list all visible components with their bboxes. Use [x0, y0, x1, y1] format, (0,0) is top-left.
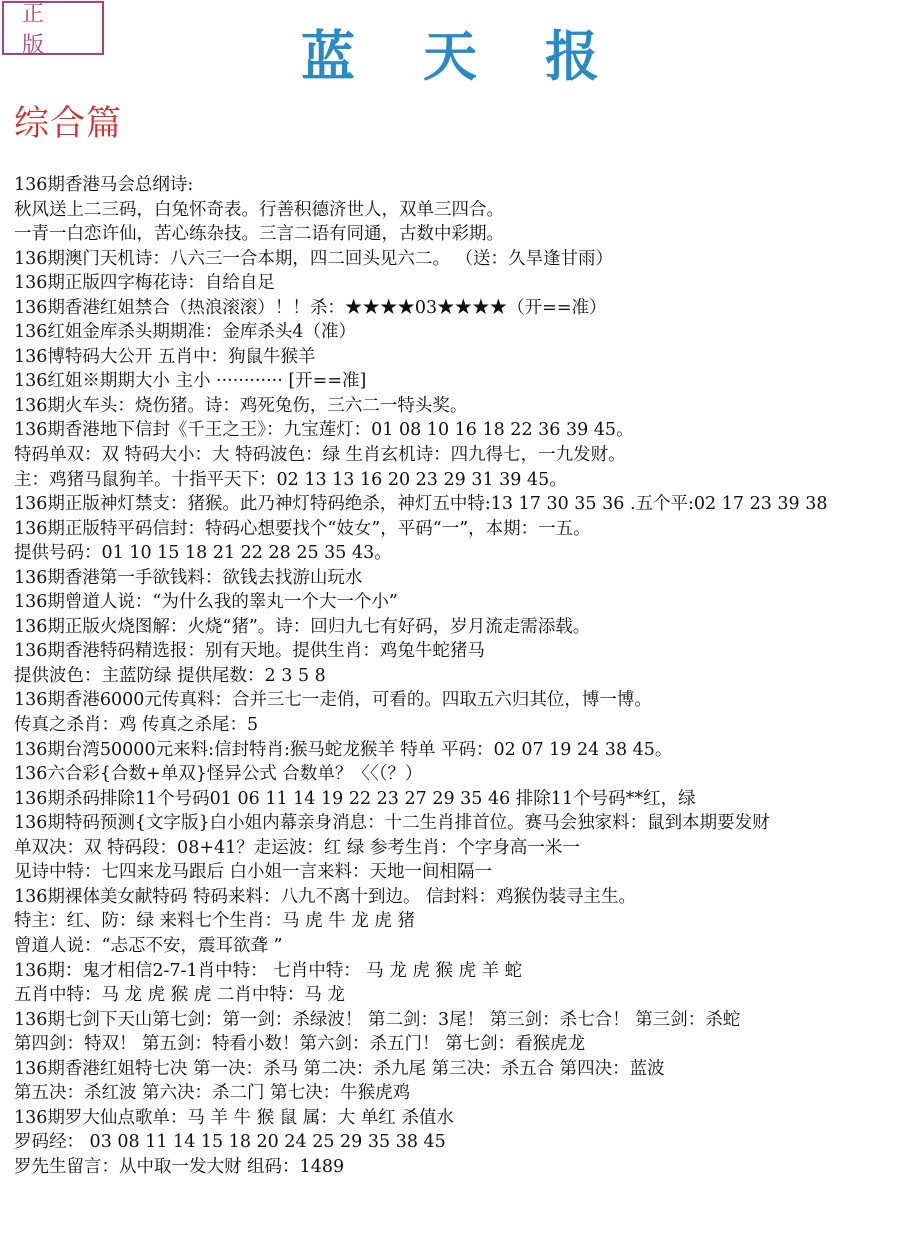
text-line: 136期香港6000元传真料：合并三七一走俏，可看的。四取五六归其位，博一博。	[14, 690, 652, 711]
text-line: 136期七剑下天山第七剑：第一剑：杀绿波！ 第二剑：3尾！ 第三剑：杀七合！ 第三剑：杀蛇	[14, 1009, 741, 1030]
text-line: 第五决：杀红波 第六决：杀二门 第七决：牛猴虎鸡	[14, 1083, 411, 1104]
text-line: 136期香港马会总纲诗:	[14, 175, 194, 195]
text-line: 罗先生留言：从中取一发大财 组码：1489	[14, 1156, 345, 1177]
text-line: 提供波色：主蓝防绿 提供尾数：2 3 5 8	[14, 665, 326, 686]
text-line: 单双决：双 特码段：08+41？走运波：红 绿 参考生肖：个字身高一米一	[14, 837, 580, 858]
text-line: 五肖中特：马 龙 虎 猴 虎 二肖中特：马 龙	[14, 985, 345, 1006]
text-line: 第四剑：特双！ 第五剑：特看小数！第六剑：杀五门！ 第七剑：看猴虎龙	[14, 1034, 586, 1055]
page-title: 蓝天报	[301, 25, 667, 88]
text-line: 136期特码预测{文字版}白小姐内幕亲身消息：十二生肖排首位。赛马会独家料：鼠到本期要发财	[14, 813, 770, 834]
text-line: 特码单双：双 特码大小：大 特码波色：绿 生肖玄机诗：四九得七，一九发财。	[14, 445, 626, 466]
text-line: 136期裸体美女献特码 特码来料：八九不离十到边。 信封料：鸡猴伪装寻主生。	[14, 886, 637, 907]
text-line: 见诗中特：七四来龙马跟后 白小姐一言来料：天地一间相隔一	[14, 862, 493, 883]
text-line: 136期香港红姐禁合（热浪滚滚）！！杀：★★★★03★★★★（开==准）	[14, 297, 607, 318]
text-line: 136期香港第一手欲钱料：欲钱去找游山玩水	[14, 567, 363, 588]
text-line: 136六合彩{合数+单双}怪异公式 合数单？〈〈（？）	[14, 764, 423, 785]
text-line: 136期杀码排除11个号码01 06 11 14 19 22 23 27 29 35 46 排除11个号码**红，绿	[14, 788, 696, 809]
text-line: 136期香港红姐特七决 第一决：杀马 第二决：杀九尾 第三决：杀五合 第四决：蓝波	[14, 1058, 665, 1079]
section-heading: 综合篇	[14, 104, 123, 144]
text-line: 136期香港特码精选报：别有天地。提供生肖：鸡兔牛蛇猪马	[14, 641, 485, 662]
text-line: 提供号码：01 10 15 18 21 22 28 25 35 43。	[14, 543, 392, 564]
text-line: 136期香港地下信封《千王之王》：九宝莲灯：01 08 10 16 18 22 36 39 45。	[14, 420, 634, 441]
text-line: 136期正版神灯禁支：猪猴。此乃神灯特码绝杀，神灯五中特:13 17 30 35 36 .五个平:02 17 23 39 38	[14, 494, 828, 515]
content-body	[14, 173, 900, 1179]
text-line: 136期澳门天机诗：八六三一合本期，四二回头见六二。 （送：久旱逢甘雨）	[14, 248, 613, 269]
text-line: 曾道人说：“忐忑不安，震耳欲聋 ”	[14, 935, 283, 956]
text-line: 136期火车头：烧伤猪。诗：鸡死兔伤，三六二一特头奖。	[14, 395, 468, 416]
text-line: 一青一白恋许仙，苦心练杂技。三言二语有同通，古数中彩期。	[14, 224, 504, 245]
text-line: 136期罗大仙点歌单：马 羊 牛 猴 鼠 属：大 单红 杀值水	[14, 1107, 454, 1128]
text-line: 136期曾道人说：“为什么我的睾丸一个大一个小”	[14, 592, 398, 613]
text-line: 136红姐※期期大小 主小 ············ [开==准]	[14, 371, 367, 392]
text-line: 136期正版四字梅花诗：自给自足	[14, 273, 275, 294]
text-line: 136期：鬼才相信2-7-1肖中特： 七肖中特： 马 龙 虎 猴 虎 羊 蛇	[14, 960, 523, 981]
text-line: 136期正版特平码信封：特码心想要找个“妓女”，平码“一”，本期：一五。	[14, 518, 591, 539]
text-line: 罗码经： 03 08 11 14 15 18 20 24 25 29 35 38 45	[14, 1132, 446, 1153]
text-line: 特主：红、防：绿 来料七个生肖：马 虎 牛 龙 虎 猪	[14, 911, 415, 932]
official-version-badge: 正版	[2, 1, 104, 55]
text-line: 主：鸡猪马鼠狗羊。十指平天下：02 13 13 16 20 23 29 31 39 45。	[14, 469, 567, 490]
text-line: 136期台湾50000元来料:信封特肖:猴马蛇龙猴羊 特单 平码：02 07 19 24 38 45。	[14, 739, 673, 760]
text-line: 传真之杀肖：鸡 传真之杀尾：5	[14, 715, 259, 736]
text-line: 136期正版火烧图解：火烧“猪”。诗：回归九七有好码，岁月流走需添载。	[14, 616, 591, 637]
text-line: 秋风送上二三码，白兔怀奇表。行善积德济世人，双单三四合。	[14, 199, 504, 220]
text-line: 136博特码大公开 五肖中：狗鼠牛猴羊	[14, 346, 316, 367]
text-line: 136红姐金库杀头期期准：金库杀头4（准）	[14, 322, 357, 343]
